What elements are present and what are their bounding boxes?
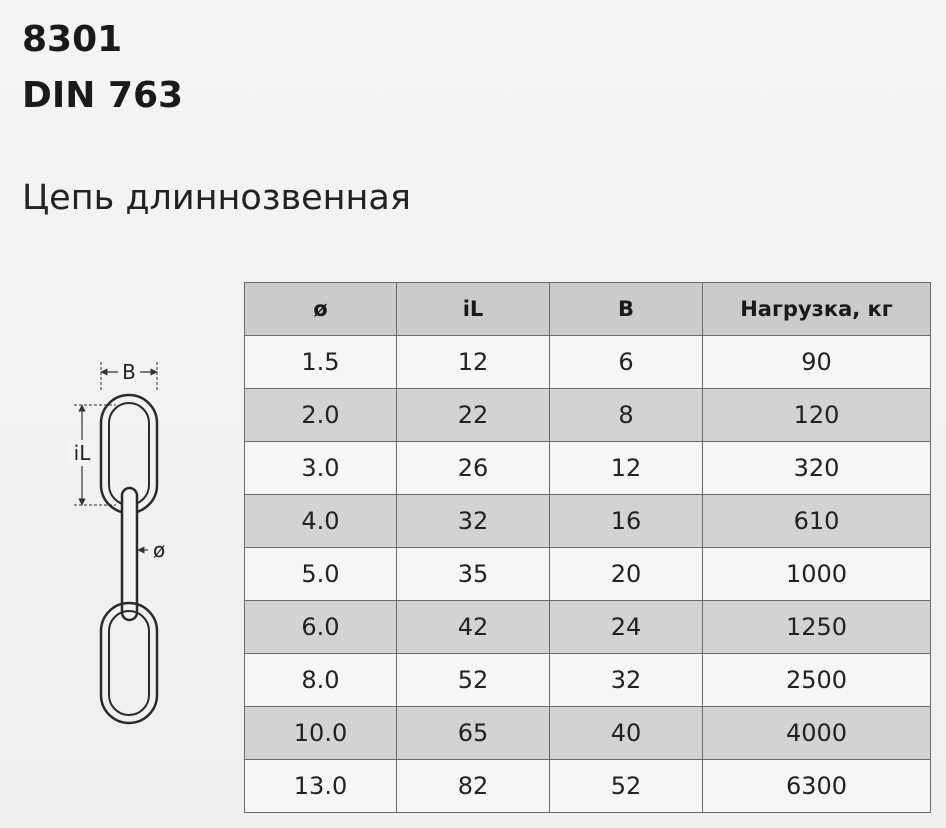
cell-inner-length: 42 bbox=[397, 601, 550, 654]
header-inner-length: iL bbox=[397, 283, 550, 336]
cell-diameter: 10.0 bbox=[245, 707, 397, 760]
cell-inner-length: 65 bbox=[397, 707, 550, 760]
table-row bbox=[245, 336, 931, 389]
table-row bbox=[245, 707, 931, 760]
cell-width: 16 bbox=[550, 495, 703, 548]
cell-inner-length: 22 bbox=[397, 389, 550, 442]
cell-width: 40 bbox=[550, 707, 703, 760]
cell-load: 610 bbox=[703, 495, 931, 548]
cell-width: 24 bbox=[550, 601, 703, 654]
table-row bbox=[245, 760, 931, 813]
cell-width: 12 bbox=[550, 442, 703, 495]
cell-load: 90 bbox=[703, 336, 931, 389]
cell-width: 8 bbox=[550, 389, 703, 442]
cell-width: 20 bbox=[550, 548, 703, 601]
cell-diameter: 6.0 bbox=[245, 601, 397, 654]
cell-diameter: 5.0 bbox=[245, 548, 397, 601]
table-row bbox=[245, 389, 931, 442]
cell-width: 6 bbox=[550, 336, 703, 389]
article-number: 8301 bbox=[22, 19, 123, 60]
spec-table bbox=[244, 282, 931, 813]
cell-load: 1250 bbox=[703, 601, 931, 654]
cell-load: 4000 bbox=[703, 707, 931, 760]
cell-diameter: 1.5 bbox=[245, 336, 397, 389]
table-row bbox=[245, 601, 931, 654]
length-label: iL bbox=[73, 441, 91, 465]
table-header-row bbox=[245, 283, 931, 336]
bottom-link-inner bbox=[109, 611, 149, 715]
cell-inner-length: 52 bbox=[397, 654, 550, 707]
cell-inner-length: 12 bbox=[397, 336, 550, 389]
cell-inner-length: 32 bbox=[397, 495, 550, 548]
cell-inner-length: 26 bbox=[397, 442, 550, 495]
cell-diameter: 13.0 bbox=[245, 760, 397, 813]
width-label: B bbox=[122, 360, 136, 384]
cell-load: 2500 bbox=[703, 654, 931, 707]
header-width: B bbox=[550, 283, 703, 336]
table-row bbox=[245, 548, 931, 601]
cell-diameter: 4.0 bbox=[245, 495, 397, 548]
header-load: Нагрузка, кг bbox=[703, 283, 931, 336]
cell-load: 120 bbox=[703, 389, 931, 442]
product-code bbox=[22, 12, 183, 124]
middle-link bbox=[122, 488, 137, 620]
cell-diameter: 3.0 bbox=[245, 442, 397, 495]
cell-inner-length: 35 bbox=[397, 548, 550, 601]
chain-diagram bbox=[60, 350, 190, 750]
table-row bbox=[245, 495, 931, 548]
cell-load: 320 bbox=[703, 442, 931, 495]
table-row bbox=[245, 442, 931, 495]
cell-load: 1000 bbox=[703, 548, 931, 601]
cell-diameter: 8.0 bbox=[245, 654, 397, 707]
cell-inner-length: 82 bbox=[397, 760, 550, 813]
diameter-label: ø bbox=[153, 538, 166, 562]
cell-width: 32 bbox=[550, 654, 703, 707]
product-title: Цепь длиннозвенная bbox=[22, 178, 411, 218]
header-diameter: ø bbox=[245, 283, 397, 336]
cell-load: 6300 bbox=[703, 760, 931, 813]
cell-diameter: 2.0 bbox=[245, 389, 397, 442]
standard-name: DIN 763 bbox=[22, 75, 184, 116]
cell-width: 52 bbox=[550, 760, 703, 813]
table-row bbox=[245, 654, 931, 707]
